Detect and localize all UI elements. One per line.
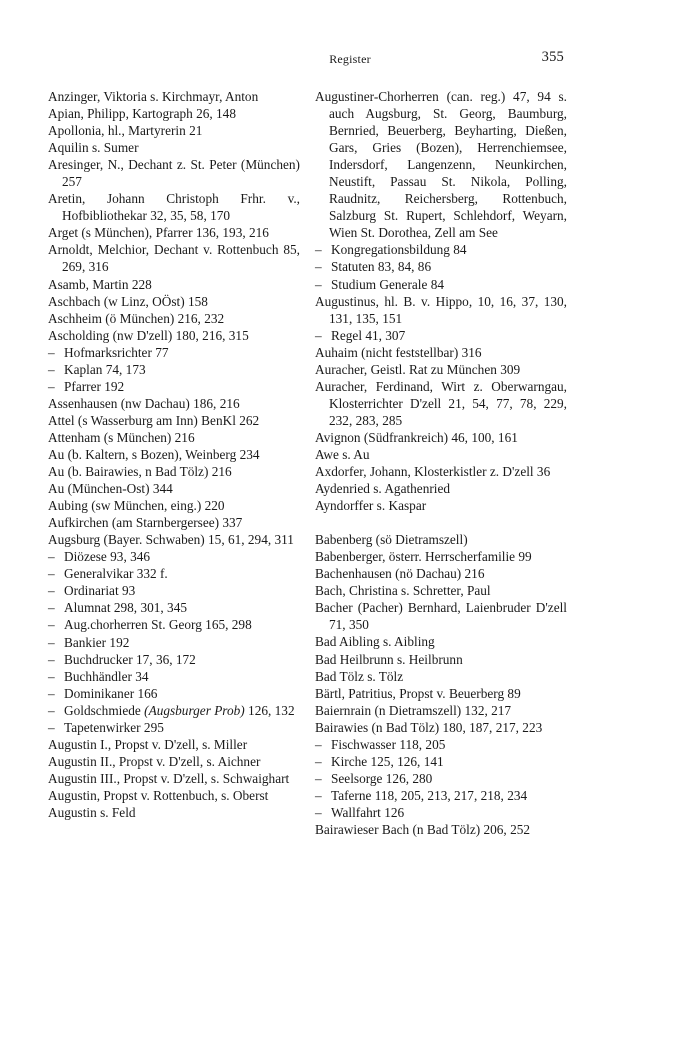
entry-text: Awe s. Au xyxy=(315,446,370,462)
index-entry xyxy=(315,651,567,668)
entry-text: Attenham (s München) 216 xyxy=(48,429,195,445)
index-subentry xyxy=(48,651,300,668)
subentry-dash: – xyxy=(315,804,322,820)
entry-italic: (Augsburger Prob) xyxy=(144,702,245,718)
index-entry xyxy=(48,514,300,531)
entry-text: Aschbach (w Linz, OÖst) 158 xyxy=(48,293,208,309)
subentry-dash: – xyxy=(48,566,55,582)
index-subentry xyxy=(315,804,567,821)
entry-text: Bacher (Pacher) Bernhard, Laienbruder D'zell 71, 350 xyxy=(315,600,567,633)
entry-text: Apollonia, hl., Martyrerin 21 xyxy=(48,123,203,139)
subentry-dash: – xyxy=(315,242,322,258)
index-entry xyxy=(48,224,300,241)
subentry-dash: – xyxy=(315,787,322,803)
index-entry xyxy=(315,344,567,361)
entry-text: Anzinger, Viktoria s. Kirchmayr, Anton xyxy=(48,89,259,104)
index-subentry xyxy=(315,736,567,753)
entry-text: Bad Tölz s. Tölz xyxy=(315,668,404,684)
subentry-dash: – xyxy=(48,702,55,718)
entry-text: Aretin, Johann Christoph Frhr. v., Hofbibliothekar 32, 35, 58, 170 xyxy=(48,191,300,224)
entry-text: Assenhausen (nw Dachau) 186, 216 xyxy=(48,395,240,411)
index-entry xyxy=(48,531,300,548)
index-subentry xyxy=(315,258,567,275)
entry-text: Regel 41, 307 xyxy=(331,327,406,343)
index-entry xyxy=(315,429,567,446)
entry-text: Au (b. Bairawies, n Bad Tölz) 216 xyxy=(48,464,232,480)
index-subentry xyxy=(315,327,567,344)
index-entry xyxy=(48,804,300,821)
index-subentry xyxy=(48,616,300,633)
index-entry xyxy=(315,293,567,327)
entry-text: Au (München-Ost) 344 xyxy=(48,481,173,497)
index-entry xyxy=(48,497,300,514)
index-entry xyxy=(48,753,300,770)
subentry-dash: – xyxy=(48,634,55,650)
entry-text: Dominikaner 166 xyxy=(64,685,158,701)
entry-text: Ascholding (nw D'zell) 180, 216, 315 xyxy=(48,327,249,343)
entry-text: Bad Aibling s. Aibling xyxy=(315,634,435,650)
entry-text: Aufkirchen (am Starnbergersee) 337 xyxy=(48,515,243,531)
subentry-dash: – xyxy=(48,685,55,701)
entry-text: Buchhändler 34 xyxy=(64,668,149,684)
index-subentry xyxy=(48,378,300,395)
index-entry xyxy=(315,582,567,599)
index-entry xyxy=(315,668,567,685)
subentry-dash: – xyxy=(315,770,322,786)
entry-text: Augustin II., Propst v. D'zell, s. Aichner xyxy=(48,753,261,769)
entry-pages: 126, 132 xyxy=(248,702,295,718)
index-entry xyxy=(315,821,567,838)
subentry-dash: – xyxy=(315,753,322,769)
entry-text: Auracher, Geistl. Rat zu München 309 xyxy=(315,361,521,377)
entry-text: Avignon (Südfrankreich) 46, 100, 161 xyxy=(315,429,518,445)
entry-text: Fischwasser 118, 205 xyxy=(331,736,446,752)
index-subentry xyxy=(315,753,567,770)
entry-text: Ordinariat 93 xyxy=(64,583,136,599)
entry-text: Augustin III., Propst v. D'zell, s. Schwaighart xyxy=(48,770,290,786)
entry-text: Babenberg (sö Dietramszell) xyxy=(315,532,468,548)
subentry-dash: – xyxy=(48,668,55,684)
entry-text: Aubing (sw München, eing.) 220 xyxy=(48,498,225,514)
index-subentry xyxy=(48,565,300,582)
index-entry xyxy=(48,293,300,310)
index-entry xyxy=(315,88,567,241)
index-entry xyxy=(315,361,567,378)
index-subentry xyxy=(48,719,300,736)
entry-text: Aschheim (ö München) 216, 232 xyxy=(48,310,225,326)
entry-text: Augustiner-Chorherren (can. reg.) 47, 94 s. auch Augsburg, St. Georg, Baumburg, Bernried, Beuerberg, Beyharting, Dießen, Gars, Gries (Bozen), Herrenchiemsee, Indersdorf, Langenzenn, Neunkirchen, Neustift, Passau St. Nikola, Polling, Raudnitz, Reichersberg, Rottenbuch, Salzburg St. Rupert, Schlehdorf, Weyarn, Wien St. Dorothea, Zell am See xyxy=(315,89,567,241)
index-entry xyxy=(315,719,567,736)
subentry-dash: – xyxy=(48,583,55,599)
entry-text: Kongregationsbildung 84 xyxy=(331,242,467,258)
index-entry xyxy=(48,88,300,105)
entry-text: Auracher, Ferdinand, Wirt z. Oberwarngau, Klosterrichter D'zell 21, 54, 77, 78, 229, 232, 283, 285 xyxy=(315,378,567,428)
entry-text: Aug.chorherren St. Georg 165, 298 xyxy=(64,617,252,633)
index-entry xyxy=(315,497,567,514)
entry-text: Ayndorffer s. Kaspar xyxy=(315,498,427,514)
entry-text: Babenberger, österr. Herrscherfamilie 99 xyxy=(315,549,532,565)
index-entry xyxy=(315,565,567,582)
entry-text: Asamb, Martin 228 xyxy=(48,276,152,292)
entry-text: Aquilin s. Sumer xyxy=(48,140,139,156)
subentry-dash: – xyxy=(48,600,55,616)
entry-text: Au (b. Kaltern, s Bozen), Weinberg 234 xyxy=(48,446,260,462)
entry-text: Attel (s Wasserburg am Inn) BenKl 262 xyxy=(48,412,260,428)
entry-text: Wallfahrt 126 xyxy=(331,804,405,820)
page-number: 355 xyxy=(541,49,564,65)
index-entry xyxy=(315,633,567,650)
index-entry xyxy=(48,480,300,497)
entry-text: Taferne 118, 205, 213, 217, 218, 234 xyxy=(331,787,528,803)
entry-text: Augsburg (Bayer. Schwaben) 15, 61, 294, 311 xyxy=(48,532,294,548)
index-subentry xyxy=(315,770,567,787)
entry-text: Bach, Christina s. Schretter, Paul xyxy=(315,583,491,599)
subentry-dash: – xyxy=(48,344,55,360)
index-entry xyxy=(48,412,300,429)
subentry-dash: – xyxy=(48,617,55,633)
index-subentry xyxy=(315,276,567,293)
entry-text: Augustin s. Feld xyxy=(48,804,136,820)
index-subentry xyxy=(48,599,300,616)
index-subentry xyxy=(48,668,300,685)
index-entry xyxy=(48,310,300,327)
index-entry xyxy=(315,702,567,719)
index-entry xyxy=(315,531,567,548)
index-subentry xyxy=(48,344,300,361)
entry-text: Bachenhausen (nö Dachau) 216 xyxy=(315,566,485,582)
subentry-dash: – xyxy=(48,361,55,377)
entry-text: Generalvikar 332 f. xyxy=(64,566,168,582)
index-entry xyxy=(48,105,300,122)
index-entry xyxy=(48,770,300,787)
entry-text: Bärtl, Patritius, Propst v. Beuerberg 89 xyxy=(315,685,521,701)
entry-text: Baiernrain (n Dietramszell) 132, 217 xyxy=(315,702,512,718)
index-subentry xyxy=(48,634,300,651)
index-subentry xyxy=(48,685,300,702)
entry-text: Bad Heilbrunn s. Heilbrunn xyxy=(315,651,463,667)
index-entry xyxy=(48,446,300,463)
index-subentry xyxy=(48,361,300,378)
entry-text: Studium Generale 84 xyxy=(331,276,444,292)
index-entry xyxy=(48,787,300,804)
entry-text: Tapetenwirker 295 xyxy=(64,719,164,735)
entry-text: Augustin I., Propst v. D'zell, s. Miller xyxy=(48,736,248,752)
index-entry xyxy=(48,327,300,344)
entry-text: Auhaim (nicht feststellbar) 316 xyxy=(315,344,482,360)
entry-text: Statuten 83, 84, 86 xyxy=(331,259,432,275)
entry-text: Alumnat 298, 301, 345 xyxy=(64,600,187,616)
subentry-dash: – xyxy=(48,719,55,735)
entry-text: Diözese 93, 346 xyxy=(64,549,151,565)
index-entry xyxy=(48,276,300,293)
subentry-dash: – xyxy=(48,378,55,394)
index-column-right xyxy=(315,88,567,838)
index-entry xyxy=(48,463,300,480)
index-entry xyxy=(315,548,567,565)
index-entry xyxy=(315,480,567,497)
entry-text: Hofmarksrichter 77 xyxy=(64,344,169,360)
index-subentry xyxy=(315,241,567,258)
subentry-dash: – xyxy=(48,651,55,667)
entry-text: Apian, Philipp, Kartograph 26, 148 xyxy=(48,106,236,122)
entry-text: Aresinger, N., Dechant z. St. Peter (München) 257 xyxy=(48,157,300,190)
index-entry xyxy=(48,156,300,190)
index-subentry xyxy=(48,548,300,565)
index-entry xyxy=(48,736,300,753)
index-entry xyxy=(315,463,567,480)
entry-text: Bairawieser Bach (n Bad Tölz) 206, 252 xyxy=(315,821,531,837)
entry-text: Augustinus, hl. B. v. Hippo, 10, 16, 37, 130, 131, 135, 151 xyxy=(315,293,567,326)
subentry-dash: – xyxy=(315,259,322,275)
entry-text: Aydenried s. Agathenried xyxy=(315,481,451,497)
index-subentry xyxy=(48,582,300,599)
running-title: Register xyxy=(329,52,371,66)
subentry-dash: – xyxy=(315,327,322,343)
entry-text: Kaplan 74, 173 xyxy=(64,361,146,377)
running-head xyxy=(0,49,700,70)
entry-text: Kirche 125, 126, 141 xyxy=(331,753,444,769)
index-entry xyxy=(48,122,300,139)
index-entry xyxy=(48,395,300,412)
entry-text: Bankier 192 xyxy=(64,634,130,650)
index-entry xyxy=(48,241,300,275)
entry-text: Bairawies (n Bad Tölz) 180, 187, 217, 223 xyxy=(315,719,543,735)
index-entry xyxy=(48,190,300,224)
index-column-left xyxy=(48,88,300,821)
index-entry xyxy=(48,139,300,156)
index-entry xyxy=(315,599,567,633)
index-entry xyxy=(48,429,300,446)
index-entry xyxy=(315,685,567,702)
entry-text: Pfarrer 192 xyxy=(64,378,125,394)
entry-text: Goldschmiede xyxy=(64,702,141,718)
entry-text: Seelsorge 126, 280 xyxy=(331,770,433,786)
entry-text: Axdorfer, Johann, Klosterkistler z. D'zell 36 xyxy=(315,464,551,480)
entry-text: Arnoldt, Melchior, Dechant v. Rottenbuch 85, 269, 316 xyxy=(48,242,300,275)
index-subentry xyxy=(315,787,567,804)
subentry-dash: – xyxy=(315,276,322,292)
subentry-dash: – xyxy=(315,736,322,752)
index-entry xyxy=(315,378,567,429)
entry-text: Buchdrucker 17, 36, 172 xyxy=(64,651,196,667)
entry-text: Arget (s München), Pfarrer 136, 193, 216 xyxy=(48,225,269,241)
index-entry xyxy=(315,446,567,463)
subentry-dash: – xyxy=(48,549,55,565)
entry-text: Augustin, Propst v. Rottenbuch, s. Oberst xyxy=(48,787,269,803)
index-subentry xyxy=(48,702,300,719)
